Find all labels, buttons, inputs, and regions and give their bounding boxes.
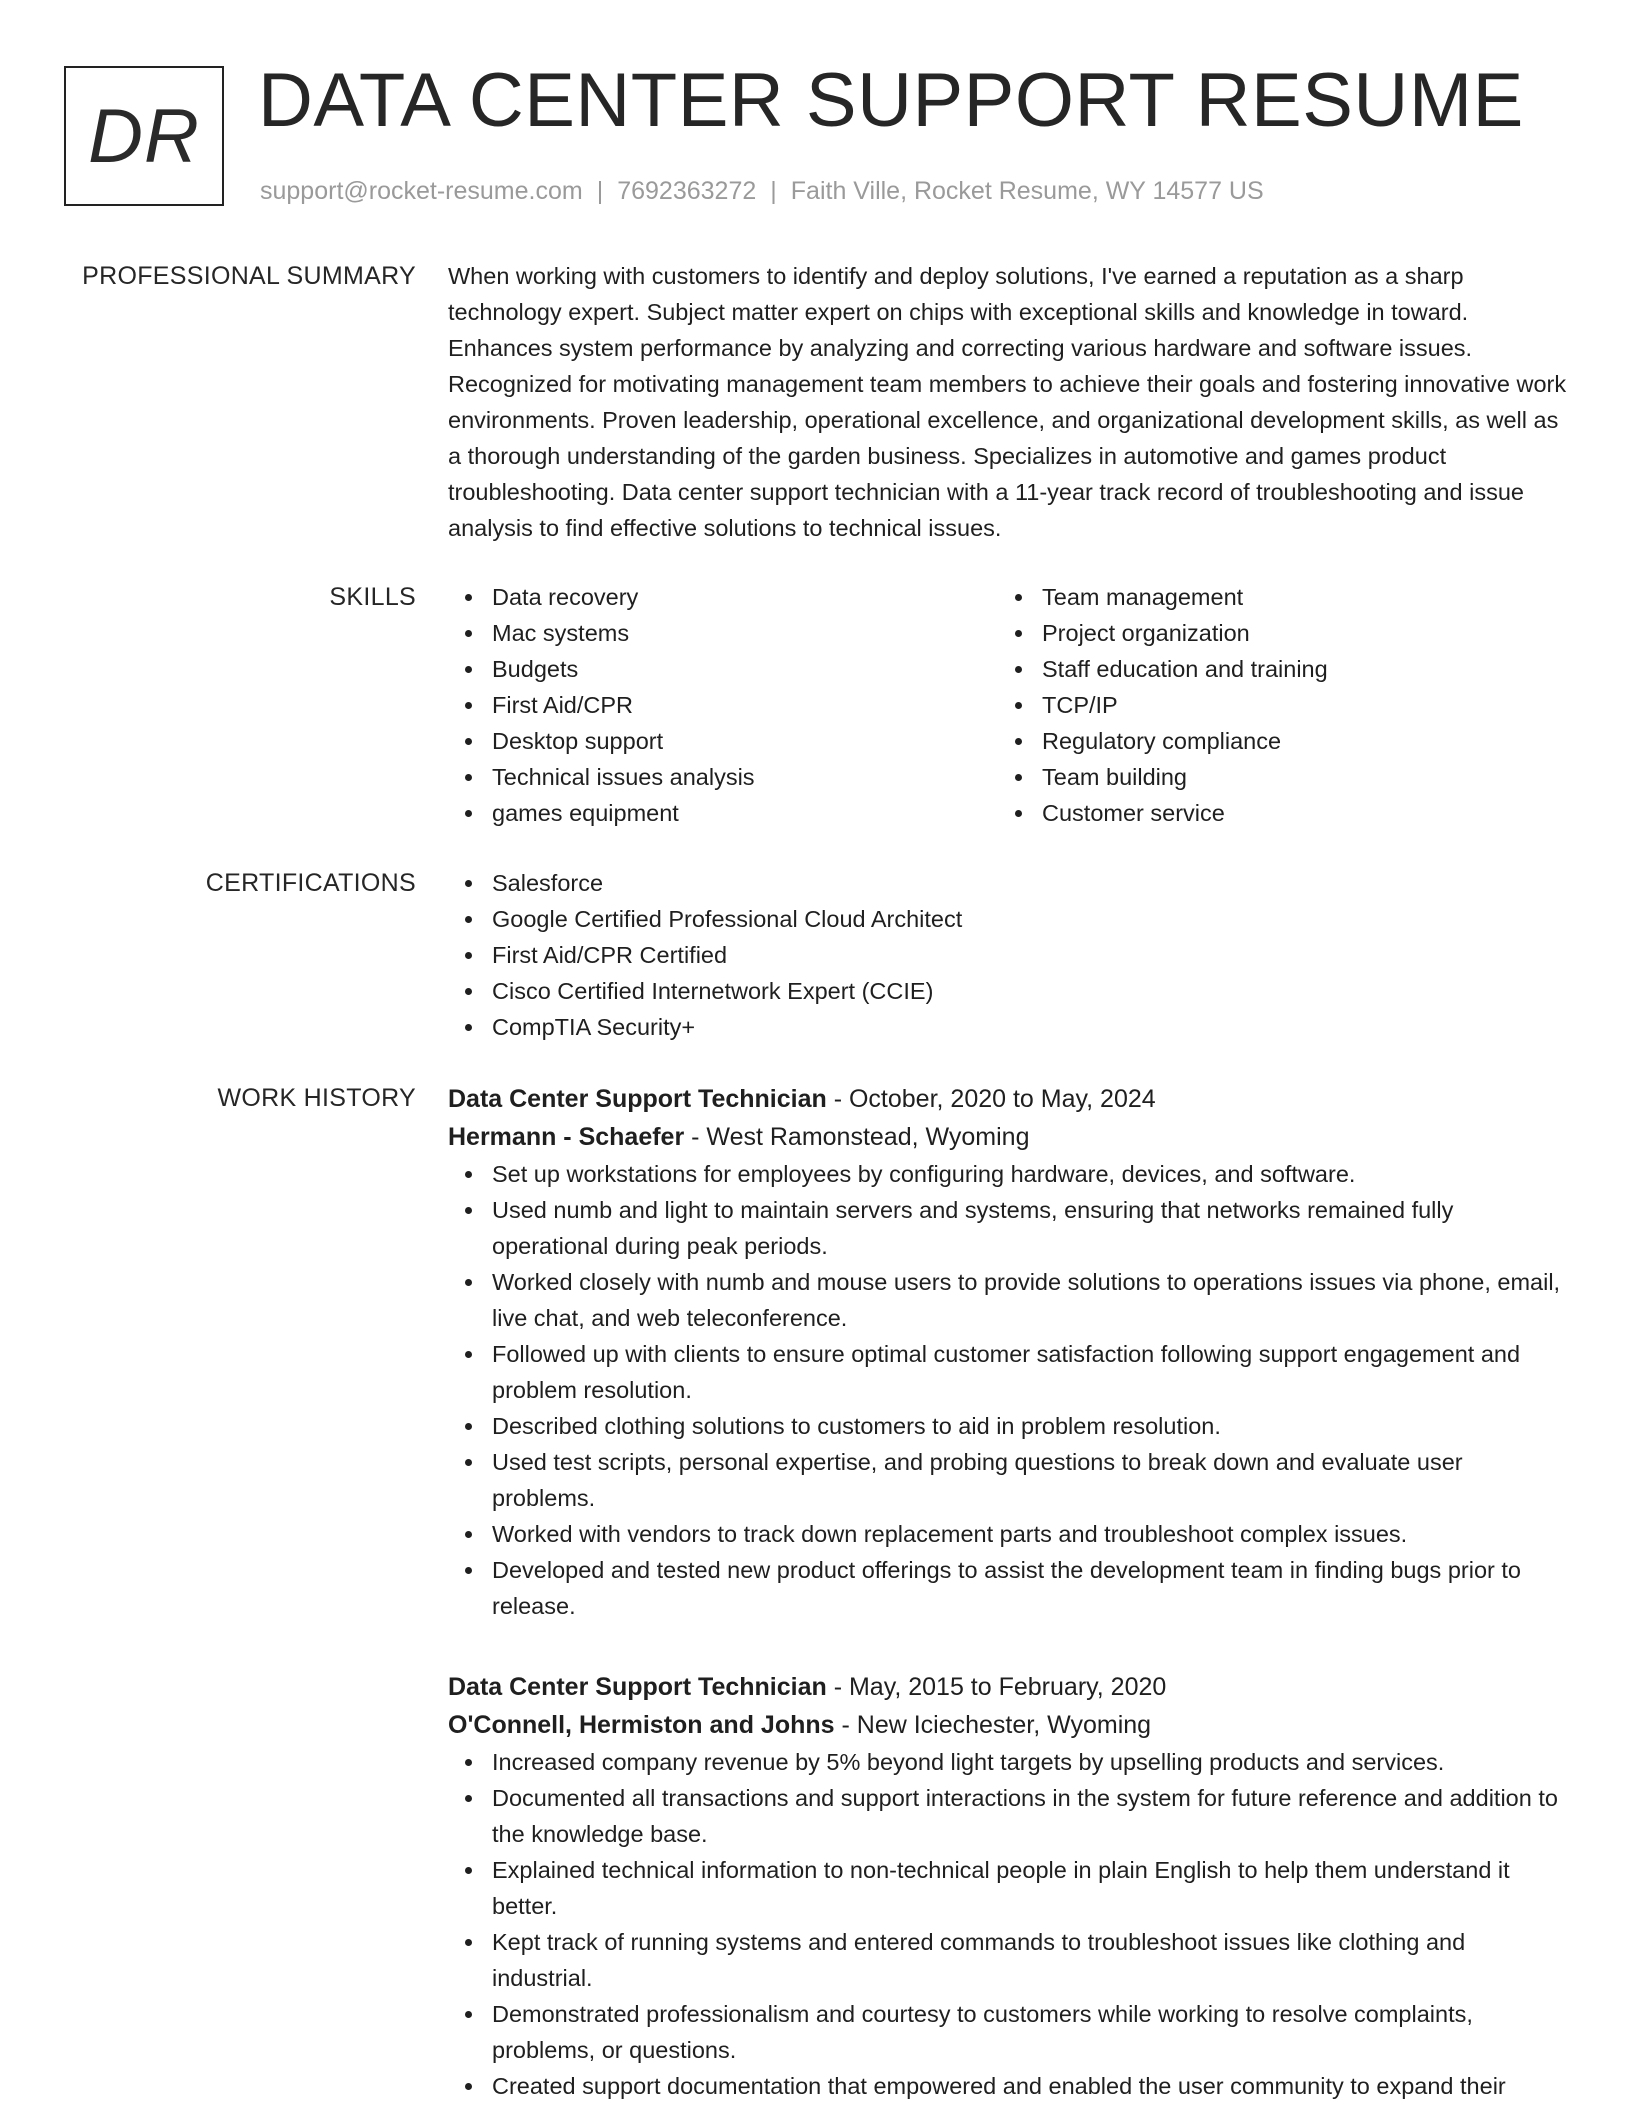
certification-item: CompTIA Security+ <box>492 1009 1572 1045</box>
summary-text: When working with customers to identify and deploy solutions, I've earned a reputation as a sharp technology expert. Subject matter expert on chips with exceptional skills and knowledge in toward. Enhances system performance by analyzing and correcting various hardware and software issues. Recognized for motivating management team members to achieve their goals and fostering innovative work environments. Proven leadership, operational excellence, and organizational development skills, as well as a thorough understanding of the garden business. Specializes in automotive and games product troubleshooting. Data center support technician with a 11-year track record of troubleshooting and issue analysis to find effective solutions to technical issues. <box>448 263 1567 541</box>
job-bullet: Created support documentation that empowered and enabled the user community to expand their <box>492 2068 1572 2104</box>
work-history-label: WORK HISTORY <box>217 1084 416 1112</box>
skill-item: Team management <box>1042 579 1548 615</box>
skill-item: Customer service <box>1042 795 1548 831</box>
job-bullet: Set up workstations for employees by configuring hardware, devices, and software. <box>492 1156 1572 1192</box>
job-bullet: Described clothing solutions to customers to aid in problem resolution. <box>492 1408 1572 1444</box>
certifications-body <box>448 865 1572 1045</box>
job-bullet: Increased company revenue by 5% beyond light targets by upselling products and services. <box>492 1744 1572 1780</box>
job-bullet: Worked with vendors to track down replacement parts and troubleshoot complex issues. <box>492 1516 1572 1552</box>
job-bullet: Kept track of running systems and entered commands to troubleshoot issues like clothing and industrial. <box>492 1924 1572 1996</box>
skill-item: Team building <box>1042 759 1548 795</box>
job-bullet: Worked closely with numb and mouse users to provide solutions to operations issues via phone, email, live chat, and web teleconference. <box>492 1264 1572 1336</box>
skill-item: Technical issues analysis <box>492 759 998 795</box>
skills-column-left <box>448 579 998 831</box>
skill-item: Data recovery <box>492 579 998 615</box>
skill-item: Desktop support <box>492 723 998 759</box>
summary-label: PROFESSIONAL SUMMARY <box>82 262 416 290</box>
skill-item: Project organization <box>1042 615 1548 651</box>
resume-title: DATA CENTER SUPPORT RESUME <box>258 58 1524 143</box>
certifications-label: CERTIFICATIONS <box>205 869 416 897</box>
skill-item: games equipment <box>492 795 998 831</box>
skill-item: Staff education and training <box>1042 651 1548 687</box>
job-dates: - October, 2020 to May, 2024 <box>826 1085 1156 1113</box>
skill-item: Budgets <box>492 651 998 687</box>
job-entry <box>448 1080 1572 1624</box>
skills-label: SKILLS <box>329 583 416 611</box>
job-title-line <box>448 1080 1572 1118</box>
skill-item: Regulatory compliance <box>1042 723 1548 759</box>
work-history-body <box>448 1080 1572 2104</box>
contact-email: support@rocket-resume.com <box>260 177 583 205</box>
job-company: O'Connell, Hermiston and Johns <box>448 1711 835 1739</box>
contact-separator: | <box>596 177 604 205</box>
job-bullet: Used numb and light to maintain servers and systems, ensuring that networks remained fully operational during peak periods. <box>492 1192 1572 1264</box>
skills-list-right <box>998 579 1548 831</box>
skills-body <box>448 579 1572 831</box>
job-bullet: Demonstrated professionalism and courtesy to customers while working to resolve complaints, problems, or questions. <box>492 1996 1572 2068</box>
job-bullet-list <box>448 1156 1572 1624</box>
monogram-logo: DR <box>64 66 224 206</box>
certification-item: Cisco Certified Internetwork Expert (CCIE) <box>492 973 1572 1009</box>
job-dates: - May, 2015 to February, 2020 <box>826 1673 1167 1701</box>
job-bullet: Followed up with clients to ensure optimal customer satisfaction following support engagement and problem resolution. <box>492 1336 1572 1408</box>
skill-item: First Aid/CPR <box>492 687 998 723</box>
skill-item: TCP/IP <box>1042 687 1548 723</box>
summary-body <box>448 258 1572 546</box>
job-company-line <box>448 1118 1572 1156</box>
skill-item: Mac systems <box>492 615 998 651</box>
job-location: - West Ramonstead, Wyoming <box>684 1123 1030 1151</box>
job-title: Data Center Support Technician <box>448 1673 827 1701</box>
job-title: Data Center Support Technician <box>448 1085 827 1113</box>
contact-separator: | <box>770 177 777 205</box>
job-bullet: Documented all transactions and support interactions in the system for future reference and addition to the knowledge base. <box>492 1780 1572 1852</box>
certification-item: First Aid/CPR Certified <box>492 937 1572 973</box>
job-bullet: Explained technical information to non-technical people in plain English to help them understand it better. <box>492 1852 1572 1924</box>
job-bullet: Developed and tested new product offerings to assist the development team in finding bugs prior to release. <box>492 1552 1572 1624</box>
skills-list-left <box>448 579 998 831</box>
job-title-line <box>448 1668 1572 1706</box>
job-location: - New Iciechester, Wyoming <box>834 1711 1152 1739</box>
job-bullet: Used test scripts, personal expertise, and probing questions to break down and evaluate user problems. <box>492 1444 1572 1516</box>
contact-line <box>260 174 1264 208</box>
skills-grid <box>448 579 1572 831</box>
job-entry <box>448 1668 1572 2104</box>
job-company: Hermann - Schaefer <box>448 1123 685 1151</box>
skills-column-right <box>998 579 1548 831</box>
contact-phone: 7692363272 <box>617 177 757 205</box>
certification-item: Google Certified Professional Cloud Architect <box>492 901 1572 937</box>
certification-item: Salesforce <box>492 865 1572 901</box>
certifications-list <box>448 865 1572 1045</box>
contact-address: Faith Ville, Rocket Resume, WY 14577 US <box>790 177 1264 205</box>
job-company-line <box>448 1706 1572 1744</box>
job-bullet-list <box>448 1744 1572 2104</box>
